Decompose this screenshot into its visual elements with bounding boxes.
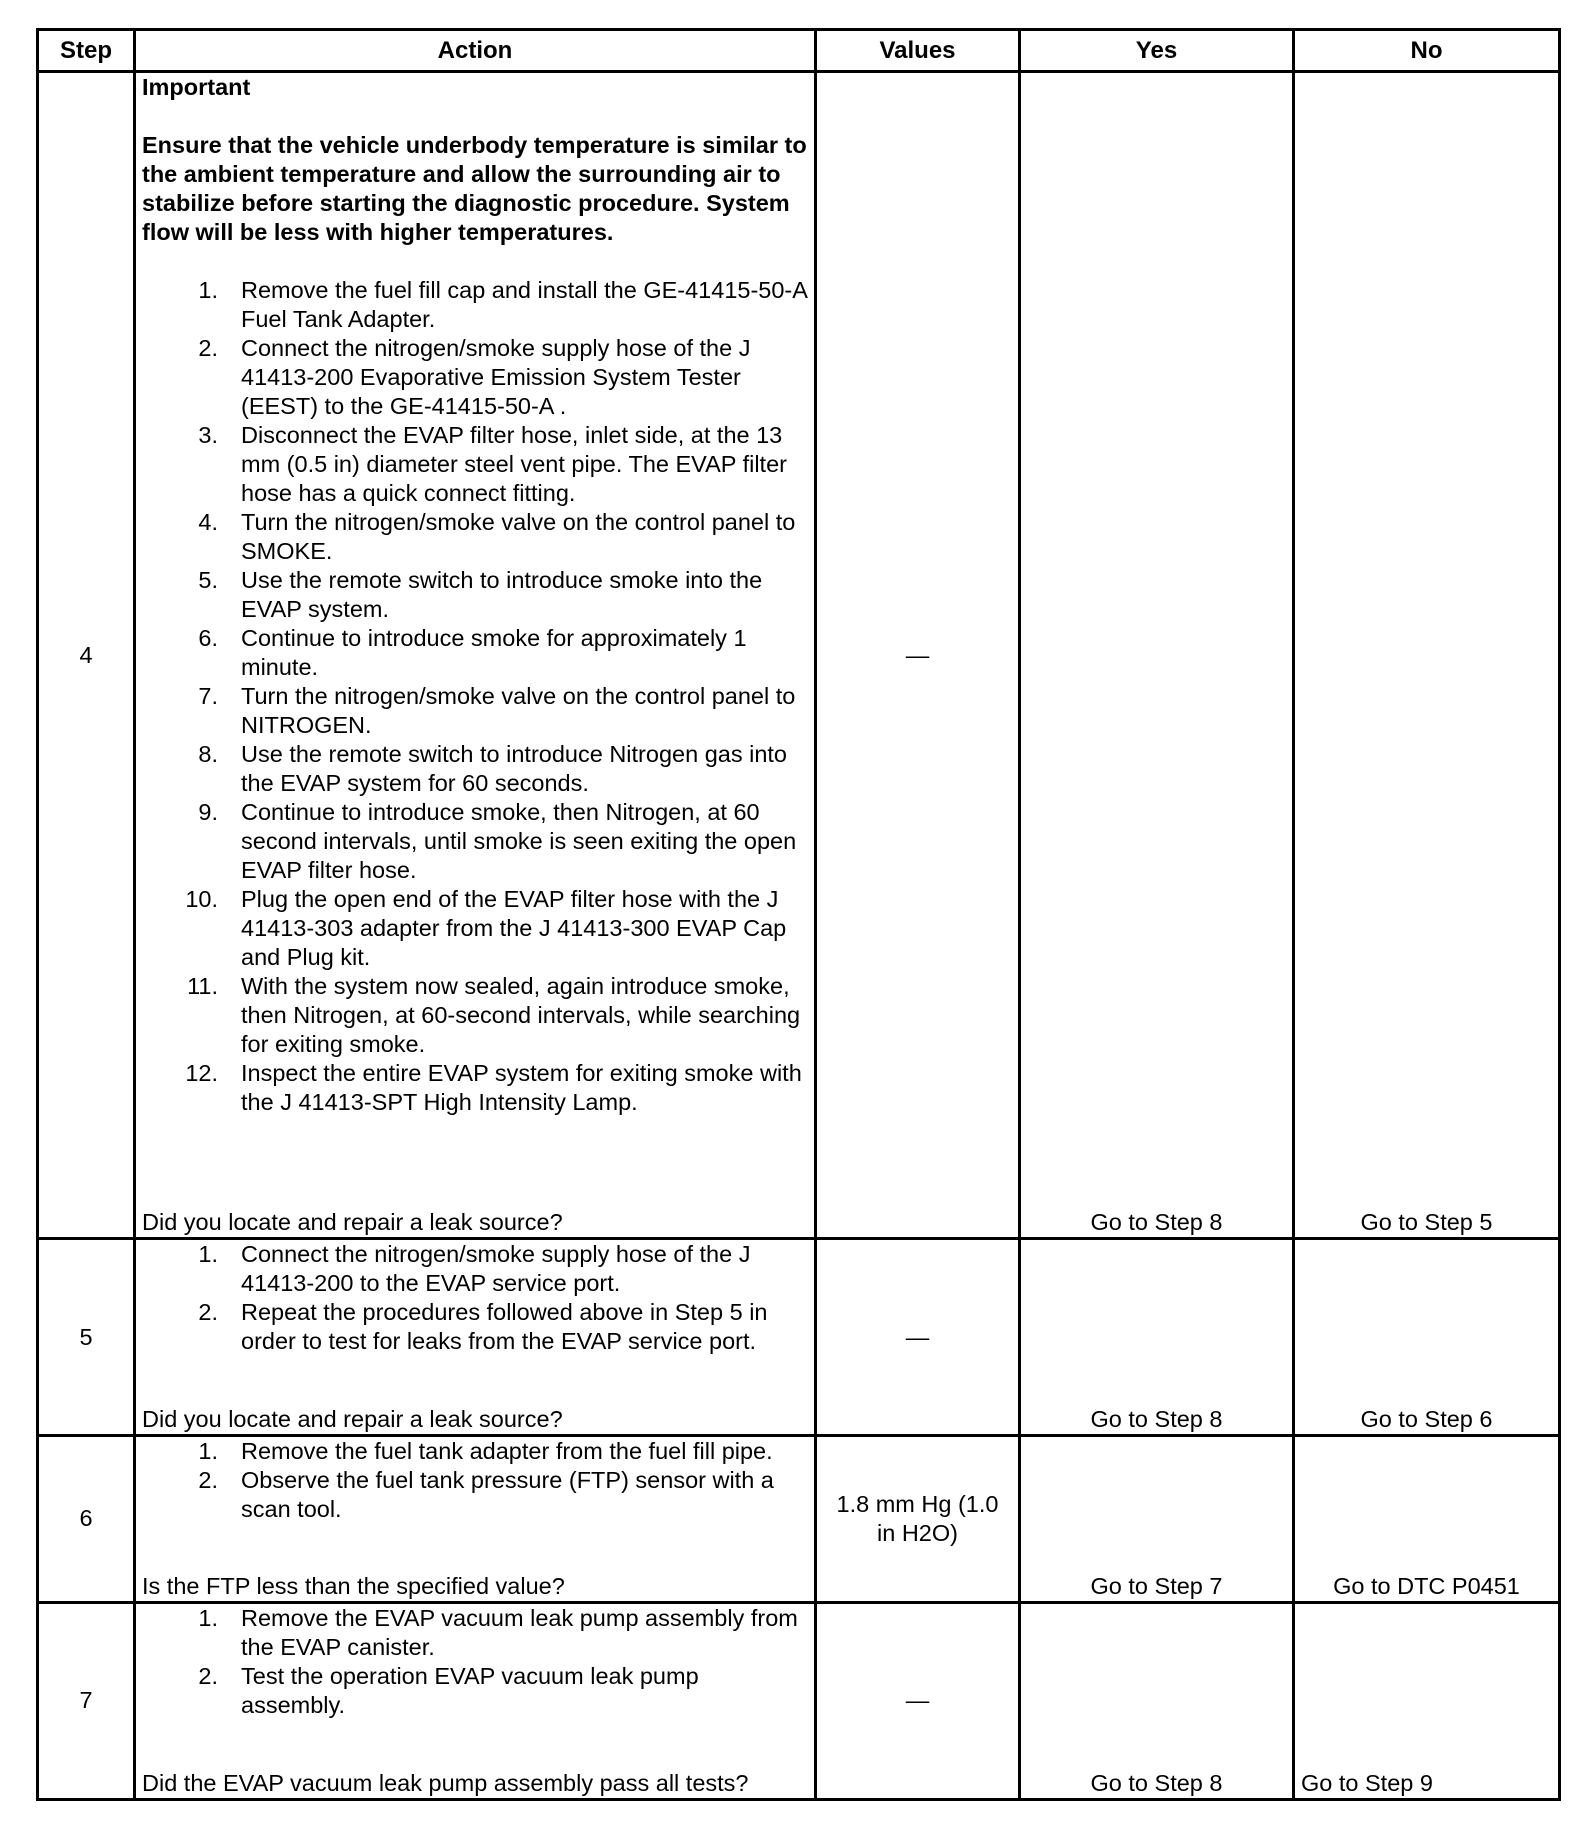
list-item: 11. With the system now sealed, again introduce smoke, then Nitrogen, at 60-second intervals, while searching for exiting smoke. (187, 973, 801, 1057)
header-yes: Yes (1020, 30, 1294, 72)
no-cell: Go to Step 6 (1294, 1239, 1560, 1435)
question-text: Is the FTP less than the specified value? (142, 1572, 565, 1599)
values-cell: 1.8 mm Hg (1.0 in H2O) (816, 1435, 1020, 1602)
list-item: 1. Remove the fuel fill cap and install the GE-41415-50-A Fuel Tank Adapter. (198, 277, 807, 332)
list-item: 1. Remove the fuel tank adapter from the fuel fill pipe. (198, 1437, 773, 1464)
values-cell: — (816, 72, 1020, 1239)
step-number: 4 (38, 72, 135, 1239)
yes-cell: Go to Step 7 (1020, 1435, 1294, 1602)
step-number: 7 (38, 1602, 135, 1799)
list-item: 2. Observe the fuel tank pressure (FTP) sensor with a scan tool. (198, 1466, 774, 1522)
important-heading: Important (142, 74, 251, 100)
table-row-step-7 (38, 1602, 1560, 1799)
procedure-list (142, 276, 808, 1117)
header-action: Action (135, 30, 816, 72)
list-item: 2. Connect the nitrogen/smoke supply hose of the J 41413-200 Evaporative Emission System Tester (EEST) to the GE-41415-50-A . (198, 335, 751, 419)
list-item: 1. Connect the nitrogen/smoke supply hose of the J 41413-200 to the EVAP service port. (198, 1241, 751, 1297)
action-cell (135, 1602, 816, 1799)
question-text: Did you locate and repair a leak source? (142, 1209, 563, 1236)
no-cell: Go to Step 5 (1294, 72, 1560, 1239)
table-row-step-6 (38, 1435, 1560, 1602)
procedure-list (142, 1240, 808, 1356)
diagnostic-table (36, 28, 1561, 1801)
list-item: 6. Continue to introduce smoke for approximately 1 minute. (198, 625, 747, 680)
list-item: 10. Plug the open end of the EVAP filter hose with the J 41413-303 adapter from the J 41413-300 EVAP Cap and Plug kit. (185, 886, 787, 970)
list-item: 3. Disconnect the EVAP filter hose, inlet side, at the 13 mm (0.5 in) diameter steel vent pipe. The EVAP filter hose has a quick connect fitting. (198, 422, 787, 506)
no-cell: Go to DTC P0451 (1294, 1435, 1560, 1602)
action-cell (135, 1239, 816, 1435)
list-item: 12. Inspect the entire EVAP system for exiting smoke with the J 41413-SPT High Intensity Lamp. (185, 1060, 802, 1115)
list-item: 9. Continue to introduce smoke, then Nitrogen, at 60 second intervals, until smoke is seen exiting the open EVAP filter hose. (198, 799, 797, 883)
values-cell: — (816, 1239, 1020, 1435)
list-item: 2. Test the operation EVAP vacuum leak pump assembly. (198, 1662, 699, 1718)
step-number: 5 (38, 1239, 135, 1435)
list-item: 7. Turn the nitrogen/smoke valve on the control panel to NITROGEN. (198, 683, 796, 738)
header-values: Values (816, 30, 1020, 72)
list-item: 4. Turn the nitrogen/smoke valve on the control panel to SMOKE. (198, 509, 796, 564)
list-item: 2. Repeat the procedures followed above in Step 5 in order to test for leaks from the EVAP service port. (198, 1299, 768, 1355)
header-step: Step (38, 30, 135, 72)
action-cell (135, 1435, 816, 1602)
important-note: Ensure that the vehicle underbody temperature is similar to the ambient temperature and allow the surrounding air to stabilize before starting the diagnostic procedure. System flow will be less with higher temperatures. (142, 132, 807, 245)
no-cell: Go to Step 9 (1294, 1602, 1560, 1799)
header-row (38, 30, 1560, 72)
step-number: 6 (38, 1435, 135, 1602)
procedure-list (142, 1437, 808, 1524)
action-cell (135, 72, 816, 1239)
values-cell: — (816, 1602, 1020, 1799)
list-item: 8. Use the remote switch to introduce Nitrogen gas into the EVAP system for 60 seconds. (198, 741, 787, 796)
yes-cell: Go to Step 8 (1020, 1602, 1294, 1799)
header-no: No (1294, 30, 1560, 72)
table-row-step-4 (38, 72, 1560, 1239)
question-text: Did the EVAP vacuum leak pump assembly pass all tests? (142, 1770, 749, 1796)
question-text: Did you locate and repair a leak source? (142, 1405, 563, 1432)
list-item: 1. Remove the EVAP vacuum leak pump assembly from the EVAP canister. (198, 1604, 798, 1660)
list-item: 5. Use the remote switch to introduce smoke into the EVAP system. (198, 567, 763, 622)
yes-cell: Go to Step 8 (1020, 1239, 1294, 1435)
procedure-list (142, 1604, 808, 1720)
table-row-step-5 (38, 1239, 1560, 1435)
yes-cell: Go to Step 8 (1020, 72, 1294, 1239)
